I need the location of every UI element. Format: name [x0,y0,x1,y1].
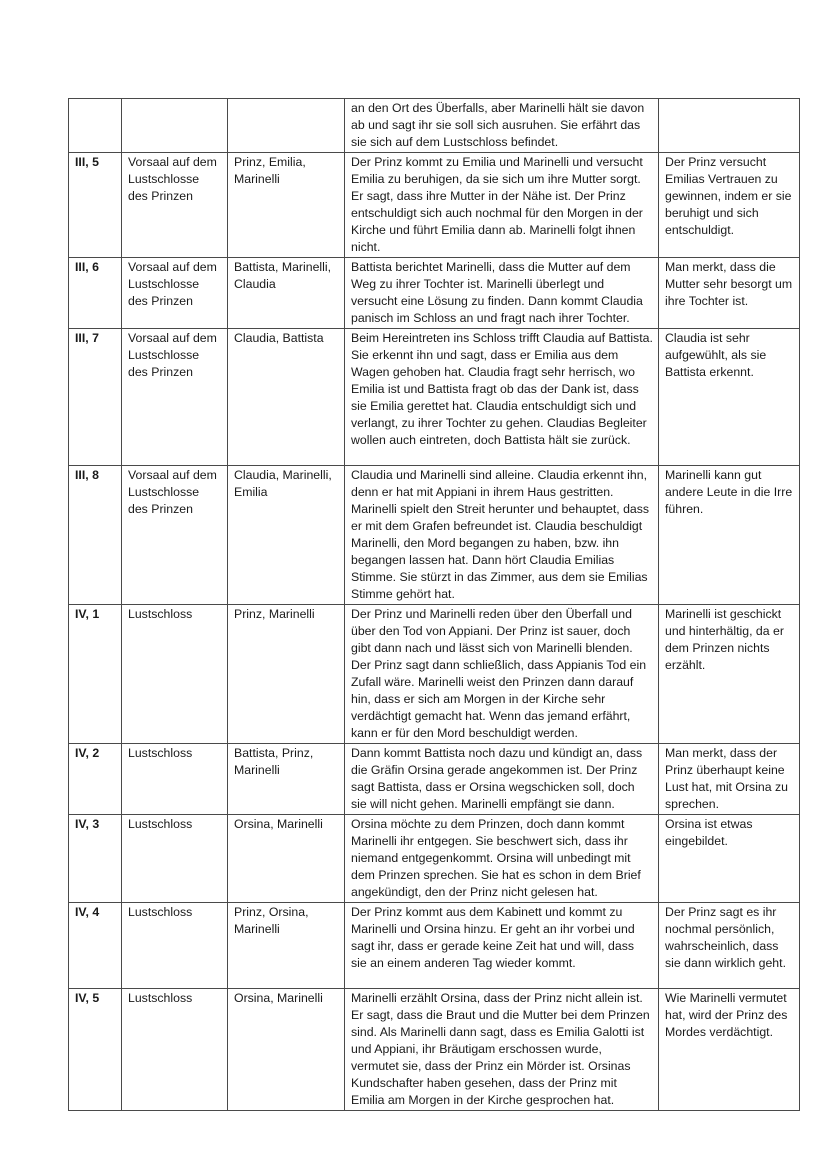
scene-location: Lustschloss [122,903,228,989]
scene-note: Der Prinz versucht Emilias Vertrauen zu gewinnen, indem er sie beruhigt und sich entschuldigt. [659,153,800,258]
scene-content: Der Prinz und Marinelli reden über den Überfall und über den Tod von Appiani. Der Prinz ist sauer, doch gibt dann nach und lässt sich von Marinelli blenden. Der Prinz sagt dann schließlich, dass Appianis Tod ein Zufall wäre. Marinelli weist den Prinzen dann darauf hin, dass er sich am Morgen in der Kirche sehr verdächtigt gemacht hat. Wenn das jemand erfährt, kann er für den Mord beschuldigt werden. [345,605,659,744]
scene-location: Lustschloss [122,989,228,1111]
scene-number: IV, 1 [69,605,122,744]
scene-content: Der Prinz kommt aus dem Kabinett und kommt zu Marinelli und Orsina hinzu. Er geht an ihr vorbei und sagt ihr, dass er gerade keine Zeit hat und will, dass sie an einem anderen Tag wieder kommt. [345,903,659,989]
scene-note [659,99,800,153]
scene-location [122,99,228,153]
scene-location: Vorsaal auf dem Lustschlosse des Prinzen [122,153,228,258]
scene-note: Man merkt, dass die Mutter sehr besorgt um ihre Tochter ist. [659,258,800,329]
scene-content: Claudia und Marinelli sind alleine. Claudia erkennt ihn, denn er hat mit Appiani in ihrem Haus gestritten. Marinelli spielt den Streit herunter und behauptet, dass er mit dem Grafen befreundet ist. Claudia beschuldigt Marinelli, den Mord begangen zu haben, bzw. ihn begangen lassen hat. Dann hört Claudia Emilias Stimme. Sie stürzt in das Zimmer, aus dem sie Emilias Stimme gehört hat. [345,466,659,605]
scene-location: Lustschloss [122,605,228,744]
scene-content: Beim Hereintreten ins Schloss trifft Claudia auf Battista. Sie erkennt ihn und sagt, dass er Emilia aus dem Wagen gehoben hat. Claudia fragt sehr herrisch, wo Emilia ist und Battista fragt ob das der Dank ist, dass sie Emilia gerettet hat. Claudia entschuldigt sich und verlangt, zu ihrer Tochter zu gehen. Claudias Begleiter wollen auch eintreten, doch Battista hält sie zurück. [345,329,659,466]
scene-location: Vorsaal auf dem Lustschlosse des Prinzen [122,258,228,329]
table-row [69,258,800,329]
scene-characters: Claudia, Battista [228,329,345,466]
scene-note: Orsina ist etwas eingebildet. [659,815,800,903]
scene-note: Marinelli ist geschickt und hinterhältig, da er dem Prinzen nichts erzählt. [659,605,800,744]
scene-note: Wie Marinelli vermutet hat, wird der Prinz des Mordes verdächtigt. [659,989,800,1111]
table-row [69,989,800,1111]
scene-note: Claudia ist sehr aufgewühlt, als sie Battista erkennt. [659,329,800,466]
scene-number: III, 6 [69,258,122,329]
table-row [69,153,800,258]
scene-characters: Orsina, Marinelli [228,989,345,1111]
table-row [69,815,800,903]
scene-number: III, 5 [69,153,122,258]
scene-number: IV, 5 [69,989,122,1111]
scene-location: Lustschloss [122,744,228,815]
scene-number: III, 7 [69,329,122,466]
scene-number: III, 8 [69,466,122,605]
scene-table [68,98,800,1111]
scene-content: an den Ort des Überfalls, aber Marinelli hält sie davon ab und sagt ihr sie soll sich ausruhen. Sie erfährt das sie sich auf dem Lustschloss befindet. [345,99,659,153]
scene-location: Lustschloss [122,815,228,903]
table-row [69,605,800,744]
scene-note: Man merkt, dass der Prinz überhaupt keine Lust hat, mit Orsina zu sprechen. [659,744,800,815]
scene-characters: Orsina, Marinelli [228,815,345,903]
table-row [69,744,800,815]
scene-characters: Battista, Marinelli, Claudia [228,258,345,329]
scene-content: Orsina möchte zu dem Prinzen, doch dann kommt Marinelli ihr entgegen. Sie beschwert sich, dass ihr niemand entgegenkommt. Orsina will unbedingt mit dem Prinzen sprechen. Sie hat es schon in dem Brief angekündigt, den der Prinz nicht gelesen hat. [345,815,659,903]
table-row [69,466,800,605]
scene-location: Vorsaal auf dem Lustschlosse des Prinzen [122,329,228,466]
scene-location: Vorsaal auf dem Lustschlosse des Prinzen [122,466,228,605]
scene-characters: Claudia, Marinelli, Emilia [228,466,345,605]
scene-content: Der Prinz kommt zu Emilia und Marinelli und versucht Emilia zu beruhigen, da sie sich um ihre Mutter sorgt. Er sagt, dass ihre Mutter in der Nähe ist. Der Prinz entschuldigt sich auch nochmal für den Morgen in der Kirche und führt Emilia dann ab. Marinelli folgt ihnen nicht. [345,153,659,258]
scene-characters: Prinz, Emilia, Marinelli [228,153,345,258]
scene-content: Battista berichtet Marinelli, dass die Mutter auf dem Weg zu ihrer Tochter ist. Marinelli überlegt und versucht eine Lösung zu finden. Dann kommt Claudia panisch im Schloss an und fragt nach ihrer Tochter. [345,258,659,329]
table-row [69,903,800,989]
table-row [69,329,800,466]
scene-note: Marinelli kann gut andere Leute in die Irre führen. [659,466,800,605]
scene-number: IV, 3 [69,815,122,903]
scene-note: Der Prinz sagt es ihr nochmal persönlich, wahrscheinlich, dass sie dann wirklich geht. [659,903,800,989]
scene-characters: Prinz, Marinelli [228,605,345,744]
scene-characters [228,99,345,153]
scene-number [69,99,122,153]
scene-content: Marinelli erzählt Orsina, dass der Prinz nicht allein ist. Er sagt, dass die Braut und die Mutter bei dem Prinzen sind. Als Marinelli dann sagt, dass es Emilia Galotti ist und Appiani, ihr Bräutigam erschossen wurde, vermutet sie, dass der Prinz ein Mörder ist. Orsinas Kundschafter haben gesehen, dass der Prinz mit Emilia am Morgen in der Kirche gesprochen hat. [345,989,659,1111]
scene-characters: Prinz, Orsina, Marinelli [228,903,345,989]
scene-number: IV, 2 [69,744,122,815]
table-row [69,99,800,153]
scene-characters: Battista, Prinz, Marinelli [228,744,345,815]
scene-number: IV, 4 [69,903,122,989]
scene-content: Dann kommt Battista noch dazu und kündigt an, dass die Gräfin Orsina gerade angekommen ist. Der Prinz sagt Battista, dass er Orsina wegschicken soll, doch sie will nicht gehen. Marinelli empfängt sie dann. [345,744,659,815]
